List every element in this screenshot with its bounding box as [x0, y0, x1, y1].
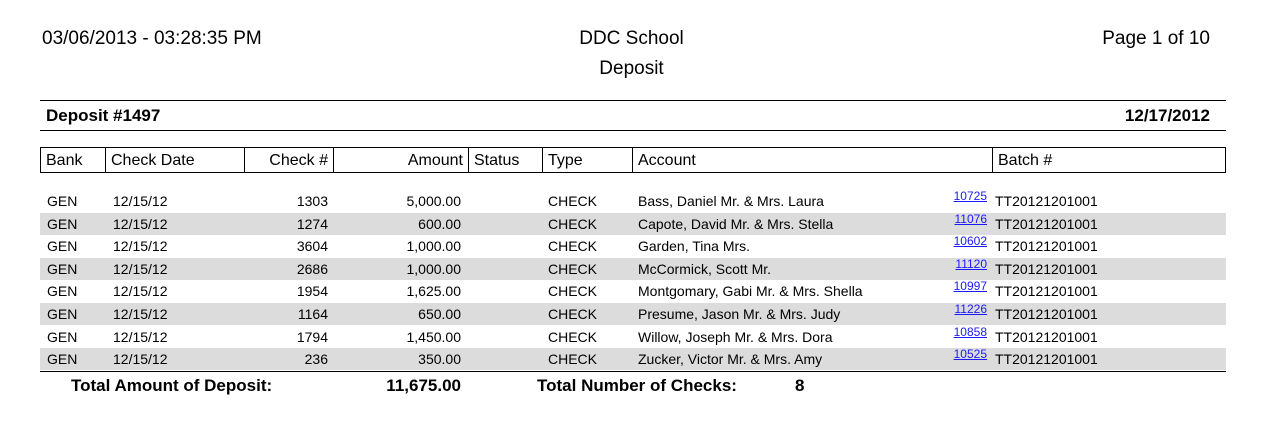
cell-type: CHECK [548, 328, 598, 345]
report-timestamp: 03/06/2013 - 03:28:35 PM [42, 28, 262, 49]
cell-check-date: 12/15/12 [113, 306, 168, 322]
account-id-link[interactable]: 11226 [954, 302, 987, 316]
cell-check-number: 236 [304, 351, 328, 368]
account-id-link[interactable]: 11120 [955, 256, 987, 271]
cell-check-date: 12/15/12 [113, 215, 168, 232]
cell-bank: GEN [47, 328, 78, 345]
account-id-link[interactable]: 10525 [953, 347, 987, 362]
account-id-link[interactable]: 10602 [953, 234, 987, 249]
cell-type: CHECK [548, 283, 598, 300]
cell-bank: GEN [47, 193, 78, 209]
cell-batch: TT20121201001 [995, 215, 1098, 232]
total-amount-value: 11,675.00 [386, 376, 461, 395]
divider-totals [40, 371, 1226, 372]
total-checks-value: 8 [795, 376, 805, 395]
column-header-check-date: Check Date [106, 147, 245, 173]
table-row [40, 235, 1226, 257]
cell-bank: GEN [47, 351, 78, 368]
total-amount-label: Total Amount of Deposit: [71, 376, 273, 395]
cell-amount: 600.00 [418, 215, 461, 232]
divider-top [40, 100, 1226, 101]
deposit-date: 12/17/2012 [1124, 106, 1210, 125]
cell-type: CHECK [548, 351, 598, 368]
column-header-bank: Bank [40, 147, 106, 173]
cell-type: CHECK [548, 306, 598, 322]
cell-account: Garden, Tina Mrs. [638, 238, 751, 255]
cell-type: CHECK [548, 193, 598, 209]
cell-check-number: 1954 [296, 283, 328, 300]
total-checks-label: Total Number of Checks: [537, 376, 737, 395]
cell-check-date: 12/15/12 [113, 328, 168, 345]
cell-check-date: 12/15/12 [113, 351, 168, 368]
cell-check-number: 1794 [296, 328, 328, 345]
column-header-check-number: Check # [245, 147, 334, 173]
school-name: DDC School [579, 28, 684, 49]
cell-amount: 1,000.00 [406, 260, 461, 277]
cell-amount: 1,625.00 [406, 283, 461, 300]
cell-bank: GEN [47, 238, 78, 255]
column-header-batch: Batch # [993, 147, 1226, 173]
cell-account: McCormick, Scott Mr. [638, 260, 772, 277]
cell-bank: GEN [47, 283, 78, 300]
account-id-link[interactable]: 10725 [953, 189, 987, 203]
table-row [40, 348, 1226, 370]
cell-check-number: 1164 [297, 306, 328, 322]
cell-check-number: 3604 [296, 238, 328, 255]
cell-bank: GEN [47, 306, 78, 322]
table-row [40, 280, 1226, 302]
column-header-account: Account [633, 147, 993, 173]
account-id-link[interactable]: 10997 [953, 279, 987, 294]
deposit-number: Deposit #1497 [46, 106, 161, 125]
cell-account: Capote, David Mr. & Mrs. Stella [638, 215, 834, 232]
cell-check-number: 1274 [296, 215, 328, 232]
cell-check-date: 12/15/12 [113, 260, 168, 277]
cell-amount: 1,450.00 [406, 328, 461, 345]
cell-batch: TT20121201001 [995, 283, 1098, 300]
cell-type: CHECK [548, 260, 598, 277]
cell-batch: TT20121201001 [995, 328, 1098, 345]
cell-type: CHECK [548, 238, 598, 255]
cell-check-number: 1303 [296, 193, 328, 209]
cell-batch: TT20121201001 [995, 238, 1098, 255]
account-id-link[interactable]: 11076 [954, 211, 987, 226]
report-title: Deposit [599, 58, 664, 79]
cell-account: Presume, Jason Mr. & Mrs. Judy [638, 306, 841, 322]
cell-amount: 650.00 [418, 306, 461, 322]
cell-check-date: 12/15/12 [113, 193, 168, 209]
cell-account: Willow, Joseph Mr. & Mrs. Dora [638, 328, 833, 345]
table-row [40, 213, 1226, 235]
cell-batch: TT20121201001 [995, 260, 1098, 277]
cell-check-date: 12/15/12 [113, 283, 168, 300]
cell-check-date: 12/15/12 [113, 238, 168, 255]
cell-account: Zucker, Victor Mr. & Mrs. Amy [638, 351, 823, 368]
column-header-amount: Amount [334, 147, 469, 173]
cell-account: Bass, Daniel Mr. & Mrs. Laura [638, 193, 824, 209]
cell-type: CHECK [548, 215, 598, 232]
cell-account: Montgomary, Gabi Mr. & Mrs. Shella [638, 283, 863, 300]
table-row [40, 258, 1226, 280]
cell-amount: 350.00 [418, 351, 461, 368]
cell-batch: TT20121201001 [995, 193, 1098, 209]
column-header-type: Type [543, 147, 633, 173]
cell-batch: TT20121201001 [995, 306, 1098, 322]
cell-bank: GEN [47, 215, 78, 232]
cell-amount: 5,000.00 [406, 193, 461, 209]
cell-bank: GEN [47, 260, 78, 277]
cell-amount: 1,000.00 [406, 238, 461, 255]
column-header-status: Status [469, 147, 543, 173]
cell-check-number: 2686 [296, 260, 328, 277]
page-indicator: Page 1 of 10 [1102, 28, 1210, 49]
table-row [40, 303, 1226, 325]
divider-deposit [40, 130, 1226, 131]
account-id-link[interactable]: 10858 [953, 324, 987, 339]
table-row [40, 326, 1226, 348]
cell-batch: TT20121201001 [995, 351, 1098, 368]
table-row [40, 190, 1226, 212]
